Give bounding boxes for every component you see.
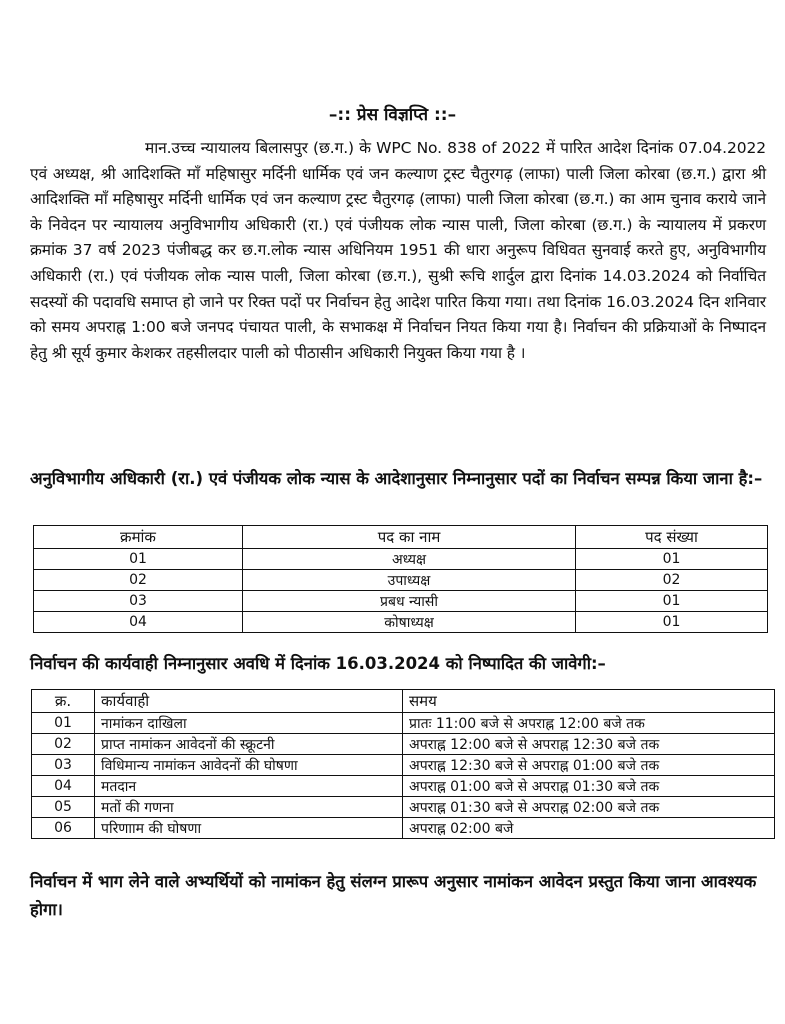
- table-cell: कोषाध्यक्ष: [243, 612, 576, 633]
- table-cell: अपराह्न 12:30 बजे से अपराह्न 01:00 बजे तक: [403, 755, 775, 776]
- posts-heading: अनुविभागीय अधिकारी (रा.) एवं पंजीयक लोक न्यास के आदेशानुसार निम्नानुसार पदों का निर्वाचन सम्पन्न किया जाना है:–: [30, 469, 763, 488]
- table-cell: 01: [32, 713, 95, 734]
- table-cell: 01: [576, 591, 768, 612]
- table-cell: अपराह्न 01:30 बजे से अपराह्न 02:00 बजे तक: [403, 797, 775, 818]
- table-header-row: [32, 690, 775, 713]
- column-header: पद संख्या: [576, 526, 768, 549]
- table-cell: 01: [576, 612, 768, 633]
- table-cell: 02: [576, 570, 768, 591]
- table-row: [34, 570, 768, 591]
- column-header: पद का नाम: [243, 526, 576, 549]
- table-cell: 04: [32, 776, 95, 797]
- table-row: [32, 776, 775, 797]
- table-cell: नामांकन दाखिला: [95, 713, 403, 734]
- column-header: समय: [403, 690, 775, 713]
- table-cell: प्राप्त नामांकन आवेदनों की स्क्रूटनी: [95, 734, 403, 755]
- table-cell: 03: [34, 591, 243, 612]
- document-title: –:: प्रेस विज्ञप्ति ::–: [328, 105, 457, 125]
- table-cell: 04: [34, 612, 243, 633]
- table-cell: उपाध्यक्ष: [243, 570, 576, 591]
- table-cell: 02: [32, 734, 95, 755]
- footer-note: निर्वाचन में भाग लेने वाले अभ्यर्थियों को नामांकन हेतु संलग्न प्रारूप अनुसार नामांकन आवेदन प्रस्तुत किया जाना आवश्यक होगा।: [30, 872, 757, 919]
- table-cell: अपराह्न 12:00 बजे से अपराह्न 12:30 बजे तक: [403, 734, 775, 755]
- table-row: [34, 591, 768, 612]
- table-cell: 06: [32, 818, 95, 839]
- table-cell: विधिमान्य नामांकन आवेदनों की घोषणा: [95, 755, 403, 776]
- table-cell: अपराह्न 02:00 बजे: [403, 818, 775, 839]
- table-cell: प्रबध न्यासी: [243, 591, 576, 612]
- table-row: [32, 734, 775, 755]
- posts-table: [33, 525, 768, 633]
- table-cell: परिणााम की घोषणा: [95, 818, 403, 839]
- table-row: [32, 797, 775, 818]
- table-row: [32, 755, 775, 776]
- table-cell: अध्यक्ष: [243, 549, 576, 570]
- column-header: क्रमांक: [34, 526, 243, 549]
- column-header: कार्यवाही: [95, 690, 403, 713]
- table-row: [32, 713, 775, 734]
- table-cell: 01: [34, 549, 243, 570]
- schedule-heading: निर्वाचन की कार्यवाही निम्नानुसार अवधि में दिनांक 16.03.2024 को निष्पादित की जावेगी:–: [30, 654, 606, 673]
- table-row: [32, 818, 775, 839]
- table-header-row: [34, 526, 768, 549]
- body-paragraph: मान.उच्च न्यायालय बिलासपुर (छ.ग.) के WPC No. 838 of 2022 में पारित आदेश दिनांक 07.04.2022 एवं अध्यक्ष, श्री आदिशक्ति माँ महिषासुर मर्दिनी धार्मिक एवं जन कल्याण ट्रस्ट चैतुरगढ़ (लाफा) पाली जिला कोरबा (छ.ग.) द्वारा श्री आदिशक्ति माँ महिषासुर मर्दिनी धार्मिक एवं जन कल्याण ट्रस्ट चैतुरगढ़ (लाफा) पाली जिला कोरबा (छ.ग.) का आम चुनाव कराये जाने के निवेदन पर न्यायालय अनुविभागीय अधिकारी (रा.) एवं पंजीयक लोक न्यास पाली, जिला कोरबा (छ.ग.) के न्यायालय में प्रकरण क्रमांक 37 वर्ष 2023 पंजीबद्ध कर छ.ग.लोक न्यास अधिनियम 1951 की धारा अनुरूप विधिवत सुनवाई करते हुए, अनुविभागीय अधिकारी (रा.) एवं पंजीयक लोक न्यास पाली, जिला कोरबा (छ.ग.), सुश्री रूचि शार्दुल द्वारा दिनांक 14.03.2024 को निर्वाचित सदस्यों की पदावधि समाप्त हो जाने पर रिक्त पदों पर निर्वाचन हेतु आदेश पारित किया गया। तथा दिनांक 16.03.2024 दिन शनिवार को समय अपराह्न 1:00 बजे जनपद पंचायत पाली, के सभाकक्ष में निर्वाचन नियत किया गया है। निर्वाचन की प्रक्रियाओं के निष्पादन हेतु श्री सूर्य कुमार केशकर तहसीलदार पाली को पीठासीन अधिकारी नियुक्त किया गया है ।: [30, 139, 766, 362]
- table-cell: प्रातः 11:00 बजे से अपराह्न 12:00 बजे तक: [403, 713, 775, 734]
- table-cell: 01: [576, 549, 768, 570]
- table-row: [34, 612, 768, 633]
- schedule-table: [31, 689, 775, 839]
- table-cell: अपराह्न 01:00 बजे से अपराह्न 01:30 बजे तक: [403, 776, 775, 797]
- table-cell: मतों की गणना: [95, 797, 403, 818]
- table-cell: 05: [32, 797, 95, 818]
- table-cell: मतदान: [95, 776, 403, 797]
- table-cell: 03: [32, 755, 95, 776]
- column-header: क्र.: [32, 690, 95, 713]
- table-cell: 02: [34, 570, 243, 591]
- table-row: [34, 549, 768, 570]
